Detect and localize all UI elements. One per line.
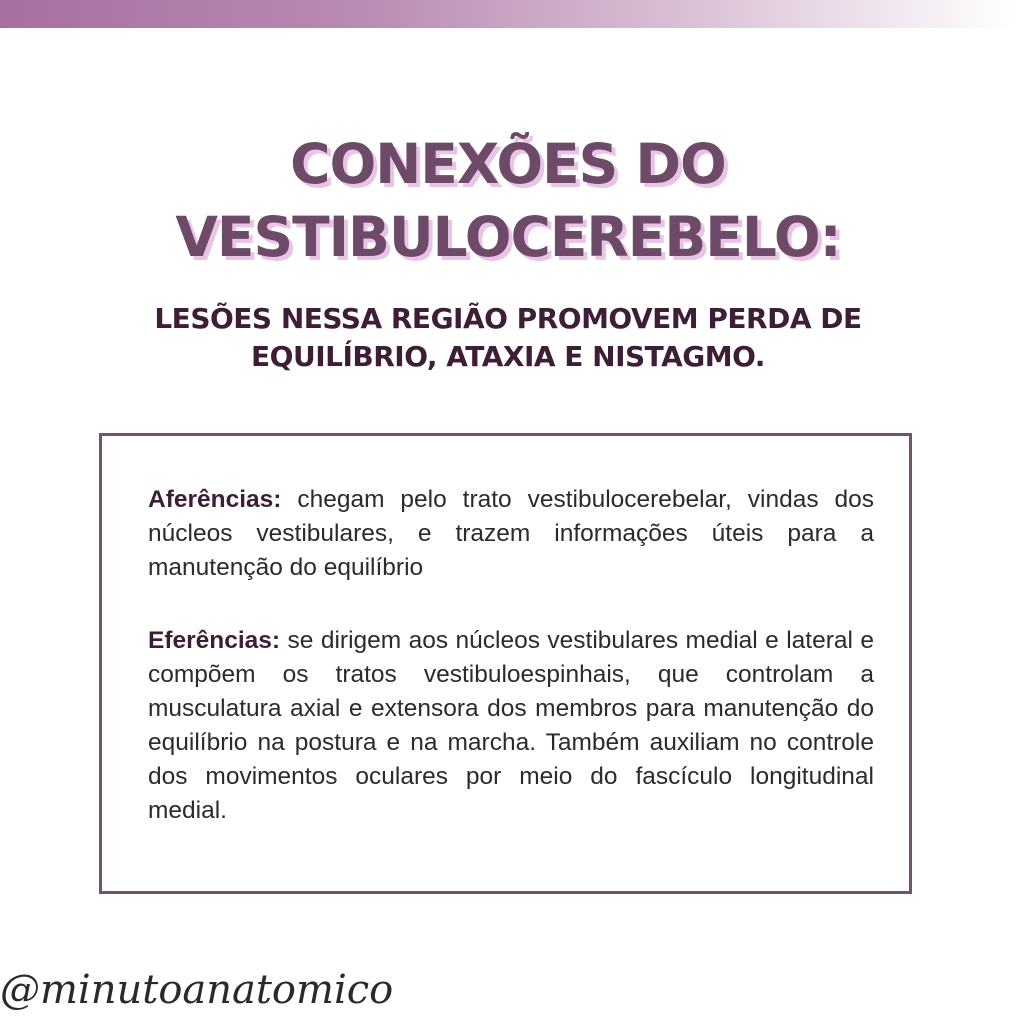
page-subtitle (150, 300, 866, 376)
efferent-text: se dirigem aos núcleos vestibulares medial e lateral e compõem os tratos vestibuloespinhais, que controlam a musculatura axial e extensora dos membros para manutenção do equilíbrio na postura e na marcha. Também auxiliam no controle dos movimentos oculares por meio do fascículo longitudinal medial. (148, 627, 874, 824)
afferent-term: Aferências: (148, 486, 282, 513)
title-line-2: VESTIBULOCEREBELO: (175, 205, 841, 269)
efferent-paragraph (148, 624, 874, 828)
info-box (99, 433, 912, 894)
afferent-paragraph (148, 483, 874, 585)
afferent-text: chegam pelo trato vestibulocerebelar, vindas dos núcleos vestibulares, e trazem informações úteis para a manutenção do equilíbrio (148, 486, 874, 581)
subtitle-line-2: EQUILÍBRIO, ATAXIA E NISTAGMO. (251, 340, 765, 373)
top-accent-bar (0, 0, 1016, 28)
page-title (0, 128, 1016, 274)
social-handle: @minutoanatomico (0, 967, 394, 1013)
subtitle-line-1: LESÕES NESSA REGIÃO PROMOVEM PERDA DE (154, 302, 862, 335)
title-line-1: CONEXÕES DO (290, 132, 726, 196)
efferent-term: Eferências: (148, 627, 281, 654)
